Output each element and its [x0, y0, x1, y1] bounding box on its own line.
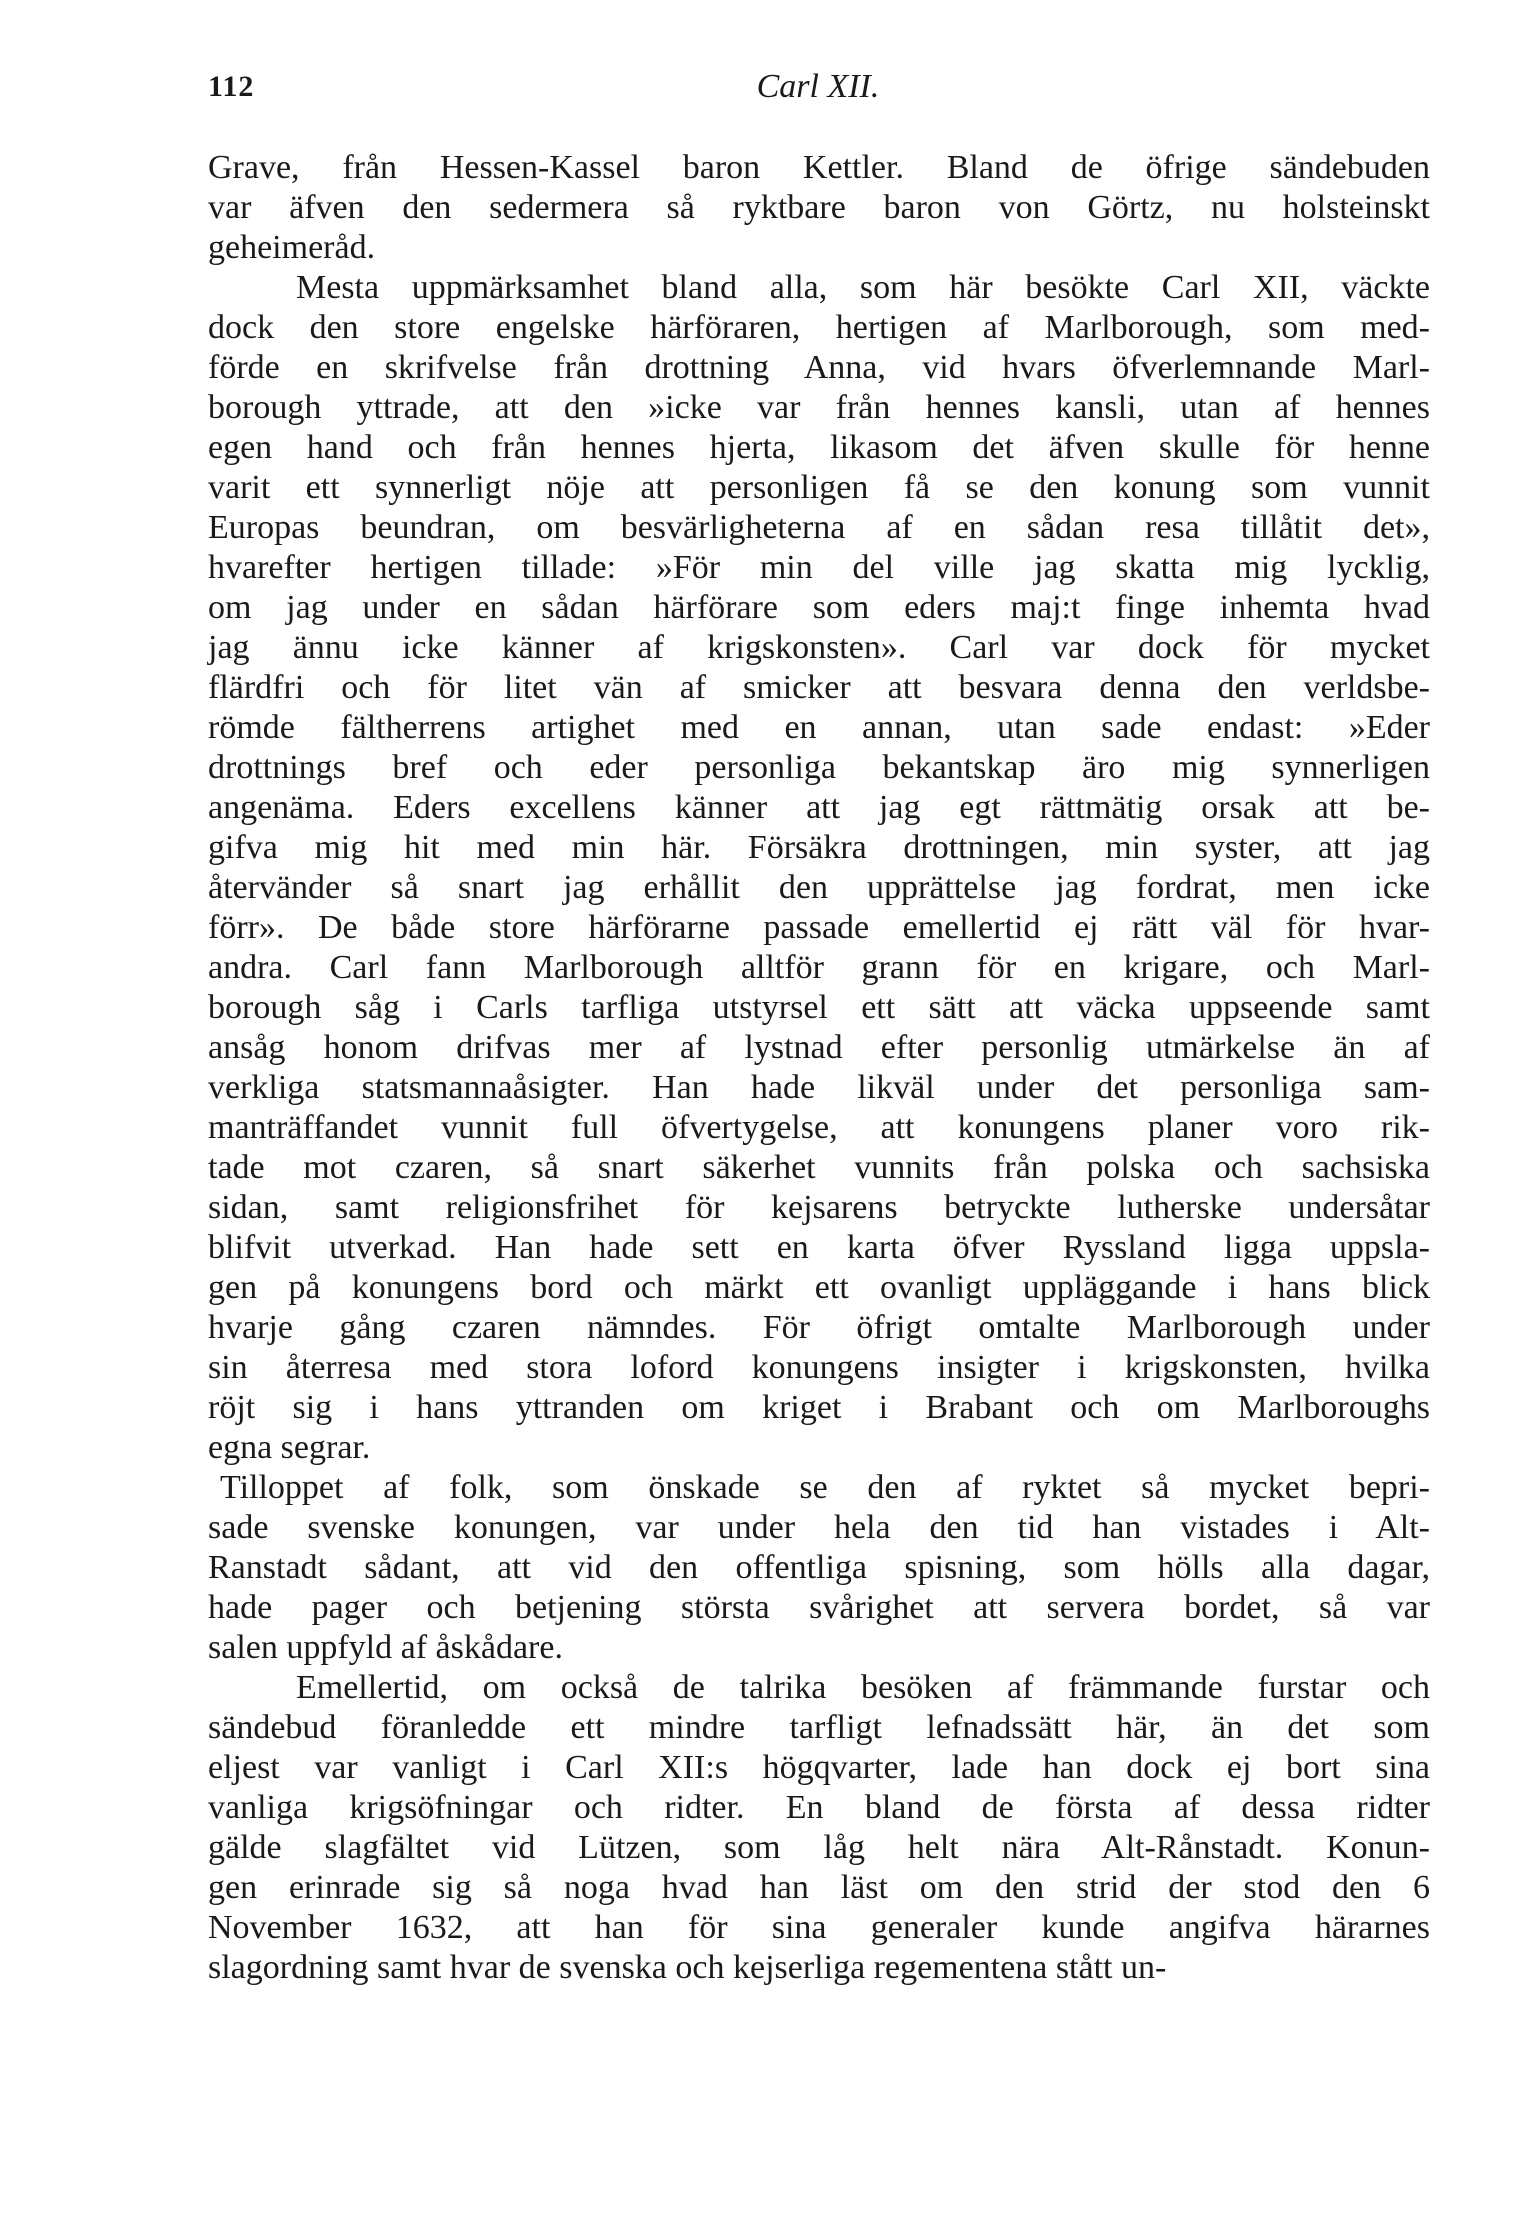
text-line: borough yttrade, att den »icke var från hennes kansli, utan af hennes [208, 389, 1430, 426]
text-line: gen erinrade sig så noga hvad han läst om den strid der stod den 6 [208, 1869, 1430, 1906]
text-line: drottnings bref och eder personliga bekantskap äro mig synnerligen [208, 749, 1430, 786]
text-line: blifvit utverkad. Han hade sett en karta öfver Ryssland ligga uppsla- [208, 1229, 1430, 1266]
text-line: gifva mig hit med min här. Försäkra drottningen, min syster, att jag [208, 829, 1430, 866]
text-line: salen uppfyld af åskådare. [208, 1629, 563, 1666]
text-line: Europas beundran, om besvärligheterna af en sådan resa tillåtit det», [208, 509, 1430, 546]
text-line: egna segrar. [208, 1429, 371, 1466]
text-line: röjt sig i hans yttranden om kriget i Brabant och om Marlboroughs [208, 1389, 1430, 1426]
text-line: manträffandet vunnit full öfvertygelse, att konungens planer voro rik- [208, 1109, 1430, 1146]
text-line: förr». De både store härförarne passade emellertid ej rätt väl för hvar- [208, 909, 1430, 946]
text-line: sidan, samt religionsfrihet för kejsarens betryckte lutherske undersåtar [208, 1189, 1430, 1226]
text-line: ansåg honom drifvas mer af lystnad efter personlig utmärkelse än af [208, 1029, 1430, 1066]
text-line: vanliga krigsöfningar och ridter. En bland de första af dessa ridter [208, 1789, 1430, 1826]
text-line: Mesta uppmärksamhet bland alla, som här besökte Carl XII, väckte [296, 269, 1430, 306]
text-line: gälde slagfältet vid Lützen, som låg helt nära Alt-Rånstadt. Konun- [208, 1829, 1430, 1866]
text-line: om jag under en sådan härförare som eders maj:t finge inhemta hvad [208, 589, 1430, 626]
paragraph [208, 148, 1430, 268]
text-line: sade svenske konungen, var under hela den tid han vistades i Alt- [208, 1509, 1430, 1546]
text-line: sin återresa med stora loford konungens insigter i krigskonsten, hvilka [208, 1349, 1430, 1386]
text-line: var äfven den sedermera så ryktbare baron von Görtz, nu holsteinskt [208, 189, 1430, 226]
page-number: 112 [208, 70, 255, 103]
text-line: flärdfri och för litet vän af smicker att besvara denna den verldsbe- [208, 669, 1430, 706]
text-line: sändebud föranledde ett mindre tarfligt lefnadssätt här, än det som [208, 1709, 1430, 1746]
page-header [208, 62, 1428, 122]
text-line: Ranstadt sådant, att vid den offentliga spisning, som hölls alla dagar, [208, 1549, 1430, 1586]
paragraph [208, 268, 1430, 1468]
text-line: Tilloppet af folk, som önskade se den af ryktet så mycket bepri- [220, 1469, 1430, 1506]
text-line: återvänder så snart jag erhållit den upprättelse jag fordrat, men icke [208, 869, 1430, 906]
text-line: varit ett synnerligt nöje att personligen få se den konung som vunnit [208, 469, 1430, 506]
paragraph [208, 1668, 1430, 1988]
text-line: Emellertid, om också de talrika besöken af främmande furstar och [296, 1669, 1430, 1706]
text-line: borough såg i Carls tarfliga utstyrsel ett sätt att väcka uppseende samt [208, 989, 1430, 1026]
text-line: jag ännu icke känner af krigskonsten». Carl var dock för mycket [208, 629, 1430, 666]
text-line: verkliga statsmannaåsigter. Han hade likväl under det personliga sam- [208, 1069, 1430, 1106]
paragraph [208, 1468, 1430, 1668]
text-line: geheimeråd. [208, 229, 376, 266]
text-line: November 1632, att han för sina generaler kunde angifva härarnes [208, 1909, 1430, 1946]
text-line: angenäma. Eders excellens känner att jag egt rättmätig orsak att be- [208, 789, 1430, 826]
text-line: hade pager och betjening största svårighet att servera bordet, så var [208, 1589, 1430, 1626]
text-line: andra. Carl fann Marlborough alltför grann för en krigare, och Marl- [208, 949, 1430, 986]
text-line: hvarje gång czaren nämndes. För öfrigt omtalte Marlborough under [208, 1309, 1430, 1346]
text-line: Grave, från Hessen-Kassel baron Kettler. Bland de öfrige sändebuden [208, 149, 1430, 186]
text-line: römde fältherrens artighet med en annan, utan sade endast: »Eder [208, 709, 1430, 746]
text-line: eljest var vanligt i Carl XII:s högqvarter, lade han dock ej bort sina [208, 1749, 1430, 1786]
running-head: Carl XII. [756, 68, 880, 105]
text-line: gen på konungens bord och märkt ett ovanligt uppläggande i hans blick [208, 1269, 1430, 1306]
text-line: hvarefter hertigen tillade: »För min del ville jag skatta mig lycklig, [208, 549, 1430, 586]
text-line: dock den store engelske härföraren, hertigen af Marlborough, som med- [208, 309, 1430, 346]
text-line: förde en skrifvelse från drottning Anna, vid hvars öfverlemnande Marl- [208, 349, 1430, 386]
text-line: egen hand och från hennes hjerta, likasom det äfven skulle för henne [208, 429, 1430, 466]
text-line: slagordning samt hvar de svenska och kejserliga regementena stått un- [208, 1949, 1167, 1986]
body-text [208, 148, 1430, 1988]
text-line: tade mot czaren, så snart säkerhet vunnits från polska och sachsiska [208, 1149, 1430, 1186]
